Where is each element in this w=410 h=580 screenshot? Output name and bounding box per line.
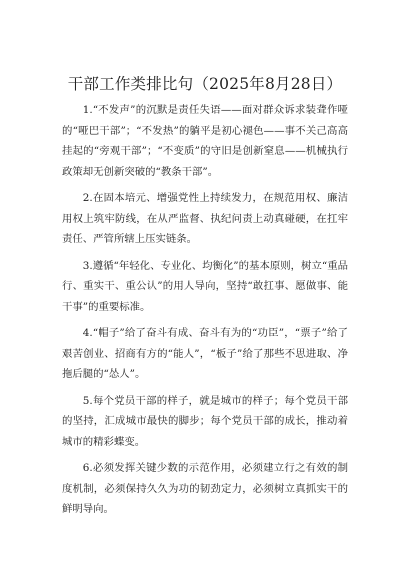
document-title: 干部工作类排比句（2025年8月28日） — [67, 75, 343, 93]
paragraph-1: 1.“不发声”的沉默是责任失语——面对群众诉求装聋作哑的“哑巴干部”；“不发热”的躺平是初心褪色——事不关己高高挂起的“旁观干部”；“不变质”的守旧是创新窒息——机械执行政策却无创新突破的“教条干部”。 — [62, 104, 348, 178]
paragraph-5: 5.每个党员干部的样子，就是城市的样子；每个党员干部的坚持，汇成城市最快的脚步；每个党员干部的成长，推动着城市的精彩蝶变。 — [62, 394, 348, 448]
paragraph-4: 4.“帽子”给了奋斗有成、奋斗有为的“功臣”，“票子”给了艰苦创业、招商有方的“能人”，“板子”给了那些不思进取、净拖后腿的“怂人”。 — [62, 327, 348, 380]
paragraph-6: 6.必须发挥关键少数的示范作用，必须建立行之有效的制度机制，必须保持久久为功的韧劲定力，必须树立真抓实干的鲜明导向。 — [62, 462, 348, 515]
paragraph-2: 2.在固本培元、增强党性上持续发力，在规范用权、廉洁用权上筑牢防线，在从严监督、执纪问责上动真碰硬，在扛牢责任、严管所辖上压实链条。 — [62, 192, 348, 245]
paragraph-3: 3.遵循“年轻化、专业化、均衡化”的基本原则，树立“重品行、重实干、重公认”的用人导向，坚持“敢扛事、愿做事、能干事”的重要标准。 — [62, 259, 348, 313]
